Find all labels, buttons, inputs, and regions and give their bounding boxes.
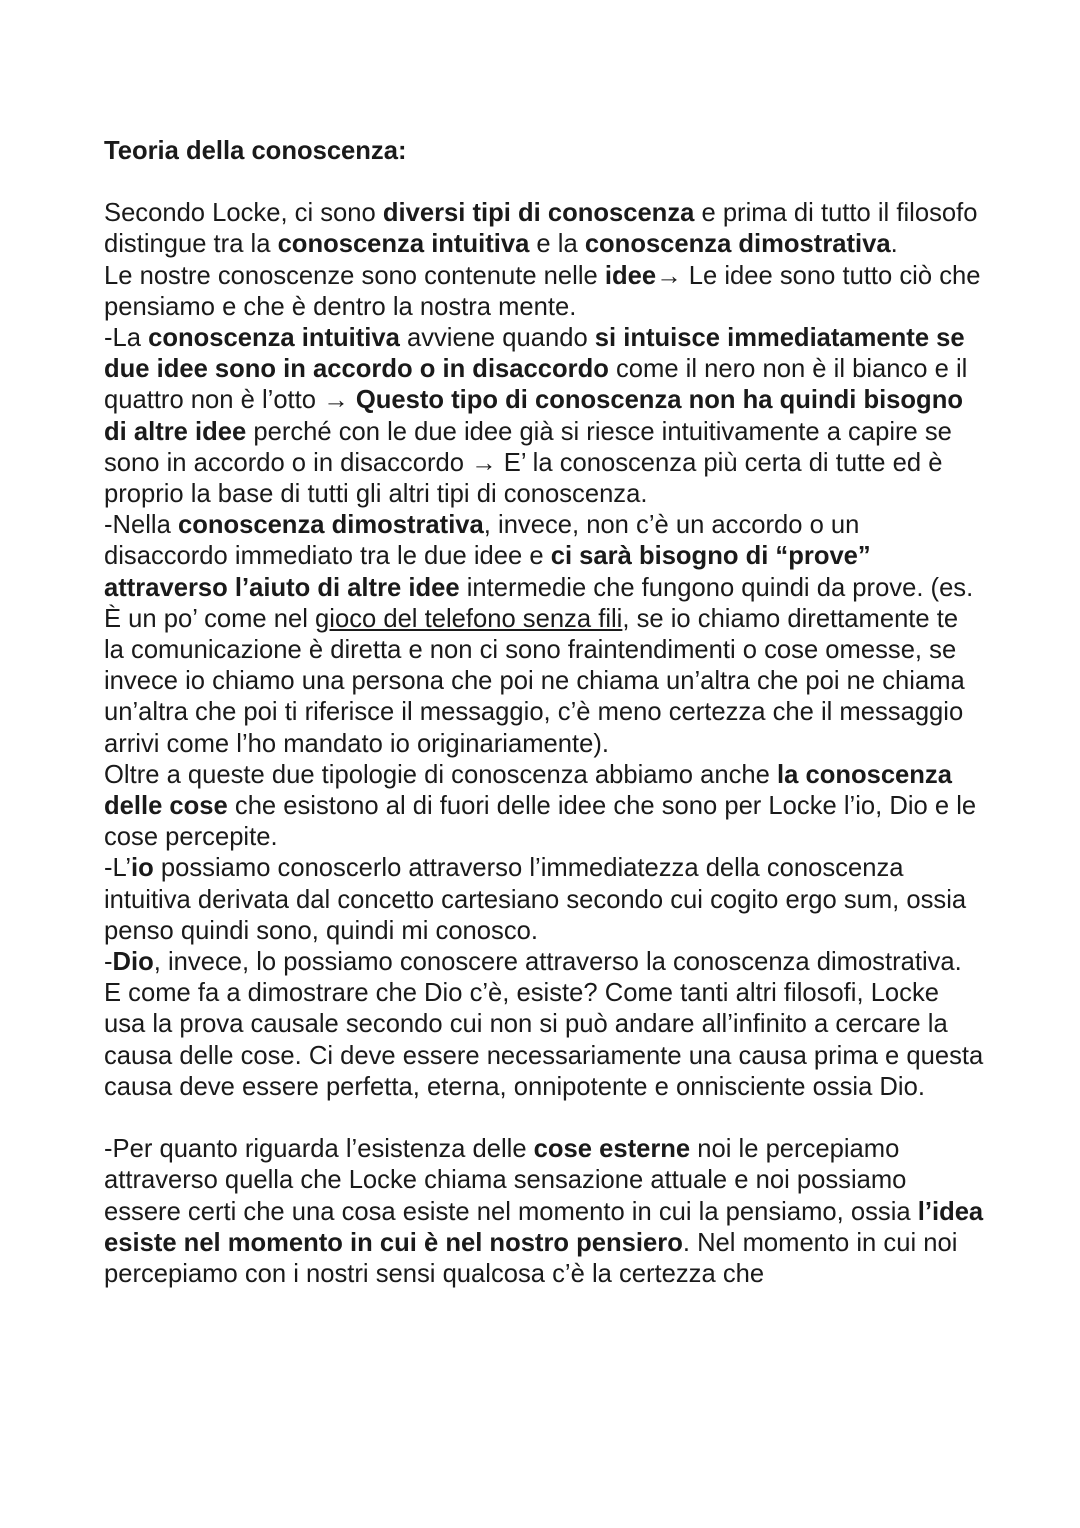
paragraph-knowledge-of-things: Oltre a queste due tipologie di conoscenza abbiamo anche la conoscenza delle cose che esistono al di fuori delle idee che sono per Locke l’io, Dio e le cose percepite. xyxy=(104,760,977,852)
paragraph-external-things: -Per quanto riguarda l’esistenza delle cose esterne noi le percepiamo attraverso quella che Locke chiama sensazione attuale e noi possiamo essere certi che una cosa esiste nel momento in cui la pensiamo, ossia l’idea esiste nel momento in cui è nel nostro pensiero. Nel momento in cui noi percepiamo con i nostri sensi qualcosa c’è la certezza che xyxy=(104,1135,984,1288)
paragraph-types-of-knowledge: Secondo Locke, ci sono diversi tipi di conoscenza e prima di tutto il filosofo distingue tra la conoscenza intuitiva e la conoscenza dimostrativa. xyxy=(104,199,978,259)
paragraph-god: -Dio, invece, lo possiamo conoscere attraverso la conoscenza dimostrativa. E come fa a dimostrare che Dio c’è, esiste? Come tanti altri filosofi, Locke usa la prova causale secondo cui non si può andare all’infinito a cercare la causa delle cose. Ci deve essere necessariamente una causa prima e questa causa deve essere perfetta, eterna, onnipotente e onnisciente ossia Dio. xyxy=(104,948,984,1101)
underlined-phrase: gioco del telefono senza fili xyxy=(315,604,623,633)
paragraph-intuitive-knowledge: -La conoscenza intuitiva avviene quando si intuisce immediatamente se due idee sono in accordo o in disaccordo come il nero non è il bianco e il quattro non è l’otto → Questo tipo di conoscenza non ha quindi bisogno di altre idee perché con le due idee già si riesce intuitivamente a capire se sono in accordo o in disaccordo → E’ la conoscenza più certa di tutte ed è proprio la base di tutti gli altri tipi di conoscenza. xyxy=(104,324,968,509)
paragraph-spacer xyxy=(104,1103,984,1134)
paragraph-demonstrative-knowledge: -Nella conoscenza dimostrativa, invece, non c’è un accordo o un disaccordo immediato tra le due idee e ci sarà bisogno di “prove” attraverso l’aiuto di altre idee intermedie che fungono quindi da prove. (es. È un po’ come nel gioco del telefono senza fili, se io chiamo direttamente te la comunicazione è diretta e non ci sono fraintendimenti o cose omesse, se invece io chiamo una persona che poi ne chiama un’altra che poi ne chiama un’altra che poi ti riferisce il messaggio, c’è meno certezza che il messaggio arrivi come l’ho mandato io originariamente). xyxy=(104,511,974,758)
document-page xyxy=(104,136,984,1290)
paragraph-the-self: -L’io possiamo conoscerlo attraverso l’immediatezza della conoscenza intuitiva derivata dal concetto cartesiano secondo cui cogito ergo sum, ossia penso quindi sono, quindi mi conosco. xyxy=(104,854,967,945)
page-title: Teoria della conoscenza: xyxy=(104,137,407,165)
paragraph-ideas: Le nostre conoscenze sono contenute nelle idee→ Le idee sono tutto ciò che pensiamo e che è dentro la nostra mente. xyxy=(104,261,981,321)
